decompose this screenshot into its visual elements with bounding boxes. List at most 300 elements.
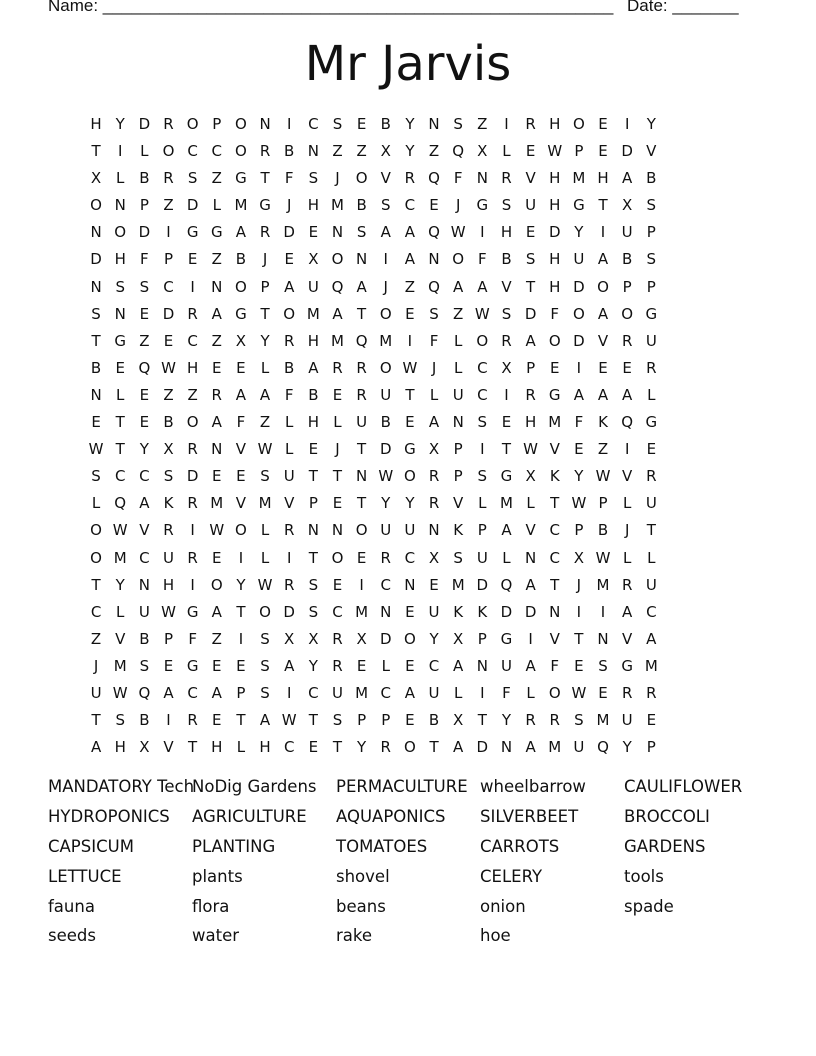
grid-letter: S: [139, 656, 150, 675]
grid-letter: M: [596, 711, 610, 730]
grid-letter: O: [572, 115, 585, 133]
grid-letter: O: [476, 331, 489, 350]
grid-letter: Q: [428, 277, 440, 296]
grid-letter: B: [380, 115, 391, 133]
grid-letter: A: [453, 656, 464, 675]
grid-row: [84, 192, 663, 219]
grid-letter: E: [598, 115, 608, 133]
grid-letter: M: [306, 304, 320, 323]
grid-letter: E: [501, 413, 512, 432]
grid-letter: U: [500, 656, 512, 675]
grid-letter: V: [453, 494, 464, 513]
grid-letter: F: [453, 169, 463, 188]
grid-letter: G: [404, 440, 416, 459]
grid-letter: Z: [356, 142, 367, 161]
grid-letter: Q: [428, 169, 440, 188]
grid-letter: W: [281, 711, 297, 730]
grid-letter: V: [139, 521, 150, 540]
grid-letter: I: [383, 250, 388, 269]
grid-letter: Q: [138, 683, 151, 702]
word-list-item: AQUAPONICS: [336, 806, 446, 826]
grid-row: [84, 436, 663, 463]
grid-letter: Q: [355, 331, 368, 350]
word-search-grid: [84, 111, 663, 761]
grid-letter: Q: [500, 575, 513, 594]
grid-letter: E: [429, 575, 439, 594]
grid-letter: R: [187, 494, 198, 513]
grid-letter: Z: [453, 304, 464, 323]
grid-letter: A: [597, 385, 609, 404]
grid-letter: C: [187, 331, 198, 350]
grid-letter: N: [307, 142, 319, 161]
grid-letter: X: [501, 358, 512, 377]
grid-letter: W: [112, 683, 128, 702]
grid-row: [84, 545, 663, 572]
grid-letter: N: [90, 277, 102, 296]
grid-letter: O: [548, 331, 561, 350]
grid-letter: K: [453, 521, 464, 540]
grid-letter: C: [187, 142, 198, 161]
grid-letter: M: [113, 548, 127, 567]
grid-letter: T: [91, 142, 101, 161]
grid-row: [84, 138, 663, 165]
grid-letter: C: [332, 602, 343, 621]
grid-letter: Y: [574, 467, 584, 486]
grid-letter: T: [550, 494, 560, 513]
grid-letter: S: [646, 250, 657, 269]
grid-letter: I: [480, 683, 485, 702]
grid-letter: S: [356, 223, 367, 242]
grid-letter: Z: [163, 196, 174, 215]
grid-letter: R: [259, 142, 271, 161]
grid-letter: V: [235, 440, 247, 459]
grid-letter: D: [573, 331, 585, 350]
grid-letter: J: [335, 169, 340, 188]
grid-letter: E: [236, 358, 246, 377]
name-field: Name: ______________________________________________________: [48, 0, 614, 15]
grid-letter: C: [404, 196, 416, 215]
grid-letter: F: [550, 656, 560, 675]
grid-letter: W: [450, 223, 466, 242]
grid-letter: B: [90, 358, 102, 377]
grid-letter: N: [380, 602, 392, 621]
grid-letter: H: [524, 413, 537, 432]
grid-letter: F: [188, 629, 197, 648]
word-list-item: water: [192, 926, 240, 946]
grid-letter: L: [116, 169, 125, 188]
date-field: Date: _______: [627, 0, 739, 15]
grid-letter: D: [138, 115, 151, 133]
grid-letter: L: [140, 142, 149, 161]
grid-row: [84, 274, 663, 301]
grid-letter: Z: [187, 385, 198, 404]
grid-letter: S: [260, 629, 270, 648]
word-list-item: beans: [336, 896, 386, 916]
grid-letter: N: [211, 277, 223, 296]
grid-letter: Z: [211, 629, 222, 648]
grid-letter: Z: [332, 142, 343, 161]
grid-letter: X: [573, 548, 585, 567]
grid-letter: U: [307, 277, 319, 296]
grid-letter: X: [163, 440, 174, 459]
grid-letter: W: [257, 575, 273, 594]
word-list-item: shovel: [336, 866, 390, 886]
grid-letter: L: [647, 548, 656, 567]
grid-letter: U: [476, 548, 488, 567]
grid-letter: J: [431, 358, 437, 377]
grid-letter: F: [478, 250, 487, 269]
grid-letter: H: [500, 223, 513, 242]
grid-letter: V: [622, 629, 633, 648]
grid-letter: E: [356, 115, 367, 133]
grid-letter: A: [453, 277, 464, 296]
grid-letter: K: [549, 467, 560, 486]
grid-letter: L: [526, 683, 535, 702]
grid-letter: Y: [501, 711, 512, 730]
grid-row: [84, 626, 663, 653]
grid-letter: R: [163, 521, 174, 540]
grid-letter: D: [379, 629, 392, 648]
grid-letter: S: [260, 656, 270, 675]
grid-letter: M: [644, 656, 658, 675]
grid-letter: N: [476, 169, 488, 188]
grid-letter: N: [428, 115, 440, 133]
grid-letter: P: [477, 629, 487, 648]
grid-letter: Y: [260, 331, 270, 350]
grid-letter: B: [284, 358, 295, 377]
grid-letter: H: [549, 115, 561, 133]
grid-letter: E: [332, 494, 343, 513]
grid-letter: S: [477, 467, 488, 486]
grid-letter: D: [621, 142, 633, 161]
grid-letter: W: [402, 358, 418, 377]
word-list-item: onion: [480, 896, 526, 916]
grid-letter: P: [598, 494, 608, 513]
grid-letter: G: [186, 656, 199, 675]
grid-letter: N: [90, 223, 102, 242]
grid-letter: E: [212, 548, 222, 567]
grid-letter: A: [139, 494, 150, 513]
grid-letter: Z: [211, 250, 222, 269]
grid-letter: E: [187, 250, 198, 269]
grid-letter: O: [259, 602, 271, 621]
grid-letter: F: [429, 331, 439, 350]
grid-letter: M: [258, 494, 272, 513]
word-list-item: spade: [624, 896, 674, 916]
word-list-item: PLANTING: [192, 836, 276, 856]
grid-letter: Z: [90, 629, 102, 648]
grid-letter: S: [308, 602, 319, 621]
grid-letter: X: [428, 440, 440, 459]
grid-letter: Y: [405, 142, 415, 161]
grid-letter: Q: [428, 223, 440, 242]
grid-letter: C: [477, 385, 488, 404]
grid-letter: U: [645, 575, 657, 594]
grid-letter: T: [332, 738, 343, 757]
grid-letter: V: [284, 494, 295, 513]
grid-letter: F: [236, 413, 246, 432]
grid-letter: M: [548, 738, 562, 757]
grid-letter: G: [621, 656, 633, 675]
grid-letter: E: [212, 656, 222, 675]
word-list: [48, 776, 768, 947]
grid-letter: E: [139, 385, 150, 404]
grid-letter: T: [357, 304, 367, 323]
grid-letter: N: [524, 548, 537, 567]
grid-letter: I: [480, 440, 485, 459]
grid-letter: D: [283, 602, 295, 621]
grid-letter: R: [187, 440, 198, 459]
grid-letter: D: [186, 467, 199, 486]
grid-letter: E: [308, 440, 319, 459]
grid-letter: L: [260, 548, 270, 567]
grid-letter: R: [211, 385, 222, 404]
grid-letter: R: [163, 115, 174, 133]
grid-letter: E: [429, 196, 439, 215]
grid-row: [84, 111, 663, 138]
grid-letter: N: [356, 250, 368, 269]
grid-letter: P: [646, 277, 656, 296]
grid-letter: I: [190, 277, 195, 296]
grid-letter: T: [357, 494, 367, 513]
grid-letter: T: [260, 304, 270, 323]
grid-letter: W: [112, 521, 128, 540]
grid-letter: E: [405, 711, 415, 730]
grid-letter: R: [332, 629, 343, 648]
word-list-item: MANDATORY Tech: [48, 777, 195, 796]
grid-letter: R: [332, 656, 343, 675]
grid-letter: I: [286, 115, 292, 133]
grid-letter: M: [451, 575, 465, 594]
grid-letter: L: [333, 413, 342, 432]
grid-letter: M: [499, 494, 513, 513]
grid-letter: G: [210, 223, 223, 242]
grid-letter: S: [453, 548, 463, 567]
grid-letter: E: [212, 358, 222, 377]
grid-letter: A: [356, 277, 367, 296]
grid-letter: L: [454, 683, 463, 702]
grid-letter: E: [332, 385, 343, 404]
grid-letter: N: [331, 521, 344, 540]
word-list-item: PERMACULTURE: [336, 777, 468, 796]
grid-letter: A: [404, 683, 416, 702]
grid-letter: Y: [236, 575, 246, 594]
grid-letter: J: [286, 196, 292, 215]
grid-letter: L: [91, 494, 101, 513]
grid-letter: U: [163, 548, 174, 567]
grid-letter: S: [91, 467, 101, 486]
grid-letter: P: [260, 277, 270, 296]
grid-letter: E: [525, 223, 536, 242]
grid-letter: T: [526, 277, 536, 296]
grid-letter: L: [429, 385, 439, 404]
grid-letter: C: [428, 656, 440, 675]
grid-letter: A: [90, 738, 102, 757]
word-list-item: plants: [192, 866, 243, 886]
grid-letter: O: [162, 142, 175, 161]
grid-letter: A: [404, 250, 416, 269]
grid-letter: H: [114, 250, 126, 269]
grid-letter: S: [308, 575, 319, 594]
grid-letter: O: [90, 521, 102, 540]
grid-letter: B: [163, 413, 174, 432]
grid-letter: X: [453, 629, 464, 648]
grid-letter: U: [331, 683, 343, 702]
grid-row: [84, 355, 663, 382]
grid-letter: S: [332, 711, 343, 730]
grid-letter: V: [549, 629, 560, 648]
grid-letter: O: [548, 683, 561, 702]
grid-letter: F: [502, 683, 511, 702]
grid-letter: E: [139, 304, 150, 323]
grid-letter: W: [571, 494, 587, 513]
grid-letter: R: [621, 575, 633, 594]
grid-row: [84, 734, 663, 761]
grid-letter: A: [453, 738, 464, 757]
grid-row: [84, 382, 663, 409]
grid-letter: L: [502, 548, 511, 567]
grid-letter: Z: [404, 277, 416, 296]
grid-letter: P: [212, 115, 222, 133]
grid-letter: D: [548, 223, 561, 242]
grid-letter: A: [597, 304, 609, 323]
grid-letter: E: [356, 548, 367, 567]
grid-letter: Y: [357, 738, 367, 757]
grid-letter: P: [574, 521, 584, 540]
grid-letter: C: [90, 602, 102, 621]
grid-letter: W: [595, 548, 611, 567]
grid-letter: N: [428, 250, 440, 269]
grid-letter: W: [161, 358, 176, 377]
grid-letter: T: [260, 169, 270, 188]
grid-letter: A: [525, 738, 536, 757]
grid-letter: Z: [597, 440, 609, 459]
word-list-item: tools: [624, 866, 664, 886]
grid-letter: A: [525, 575, 536, 594]
grid-letter: L: [285, 440, 294, 459]
word-list-item: LETTUCE: [48, 866, 122, 886]
word-list-item: HYDROPONICS: [48, 806, 170, 826]
grid-letter: I: [190, 575, 195, 594]
grid-letter: I: [286, 683, 292, 702]
grid-letter: G: [476, 196, 489, 215]
grid-letter: R: [283, 575, 295, 594]
grid-letter: E: [163, 331, 174, 350]
grid-letter: X: [235, 331, 247, 350]
grid-letter: O: [621, 304, 634, 323]
grid-letter: X: [308, 629, 319, 648]
grid-letter: A: [428, 413, 440, 432]
grid-letter: E: [550, 358, 560, 377]
grid-letter: T: [646, 521, 656, 540]
grid-letter: C: [139, 548, 150, 567]
grid-letter: E: [574, 440, 584, 459]
grid-letter: D: [524, 602, 537, 621]
grid-letter: D: [476, 738, 489, 757]
grid-row: [84, 707, 663, 734]
grid-letter: S: [115, 277, 125, 296]
grid-letter: L: [647, 385, 656, 404]
grid-letter: H: [90, 115, 102, 133]
grid-letter: I: [624, 115, 630, 133]
grid-letter: H: [211, 738, 223, 757]
grid-letter: O: [379, 304, 392, 323]
grid-letter: I: [286, 548, 292, 567]
grid-letter: D: [500, 602, 513, 621]
grid-letter: Z: [428, 142, 440, 161]
grid-letter: A: [501, 521, 512, 540]
grid-letter: O: [283, 304, 296, 323]
grid-letter: E: [405, 656, 415, 675]
grid-letter: G: [114, 331, 127, 350]
grid-letter: I: [359, 575, 364, 594]
grid-letter: I: [504, 385, 509, 404]
word-list-item: NoDig Gardens: [192, 777, 317, 796]
grid-letter: R: [501, 169, 512, 188]
grid-letter: A: [404, 223, 416, 242]
grid-letter: F: [140, 250, 149, 269]
grid-letter: K: [598, 413, 608, 432]
grid-letter: H: [186, 358, 199, 377]
grid-letter: Y: [405, 115, 415, 133]
grid-letter: U: [573, 250, 585, 269]
grid-letter: W: [474, 304, 490, 323]
grid-letter: I: [576, 602, 582, 621]
grid-letter: A: [332, 304, 343, 323]
grid-letter: O: [235, 142, 247, 161]
grid-letter: C: [211, 142, 223, 161]
grid-letter: L: [454, 358, 463, 377]
grid-letter: R: [525, 385, 536, 404]
grid-letter: S: [115, 711, 125, 730]
grid-letter: I: [576, 358, 582, 377]
grid-letter: E: [236, 656, 246, 675]
grid-letter: I: [480, 223, 485, 242]
grid-letter: X: [308, 250, 319, 269]
grid-letter: X: [453, 711, 464, 730]
grid-letter: N: [549, 602, 561, 621]
grid-letter: N: [428, 521, 440, 540]
grid-letter: B: [646, 169, 657, 188]
word-list-item: rake: [336, 926, 373, 946]
grid-letter: I: [407, 331, 413, 350]
grid-letter: A: [646, 629, 657, 648]
grid-letter: V: [525, 169, 536, 188]
grid-letter: T: [91, 575, 101, 594]
grid-letter: Z: [211, 169, 222, 188]
grid-letter: B: [622, 250, 633, 269]
grid-letter: H: [549, 250, 561, 269]
grid-letter: Q: [621, 413, 634, 432]
grid-letter: U: [573, 738, 585, 757]
grid-letter: A: [211, 683, 222, 702]
grid-letter: C: [549, 548, 560, 567]
grid-letter: G: [235, 169, 247, 188]
grid-letter: V: [380, 169, 391, 188]
grid-letter: D: [90, 250, 102, 269]
grid-letter: W: [257, 440, 273, 459]
grid-letter: M: [331, 331, 344, 350]
grid-letter: P: [163, 629, 174, 648]
grid-letter: E: [598, 683, 608, 702]
grid-letter: N: [307, 521, 319, 540]
grid-letter: A: [284, 656, 295, 675]
grid-letter: R: [428, 467, 440, 486]
grid-letter: E: [405, 602, 415, 621]
grid-letter: Y: [405, 494, 415, 513]
grid-letter: L: [622, 548, 632, 567]
grid-letter: R: [163, 169, 174, 188]
